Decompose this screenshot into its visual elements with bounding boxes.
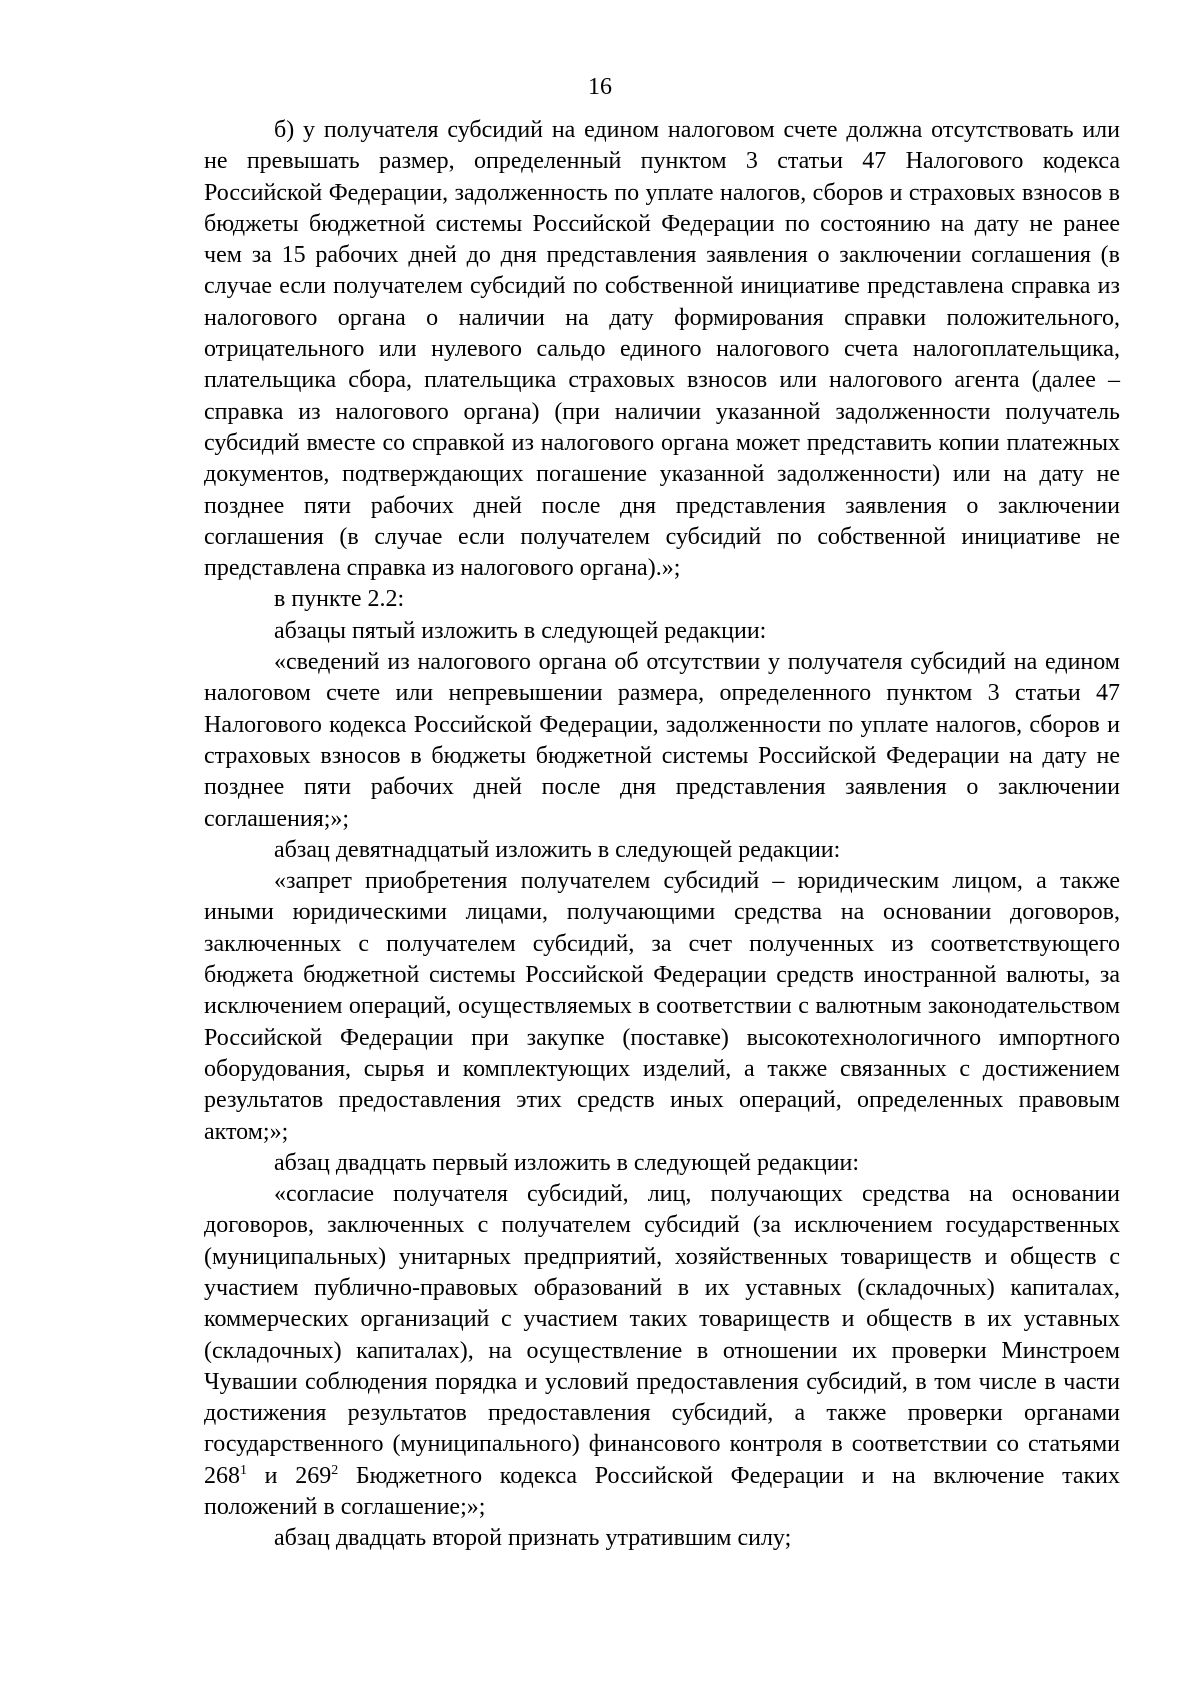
paragraph-consent xyxy=(204,1179,1120,1523)
paragraph-currency-ban: «запрет приобретения получателем субсидий – юридическим лицом, а также иными юридическими лицами, получающими средства на основании договоров, заключенных с получателем субсидий, за счет полученных из соответствующего бюджета бюджетной системы Российской Федерации средств иностранной валюты, за исключением операций, осуществляемых в соответствии с валютным законодательством Российской Федерации при закупке (поставке) высокотехнологичного импортного оборудования, сырья и комплектующих изделий, а также связанных с достижением результатов предоставления этих средств иных операций, определенных правовым актом;»; xyxy=(204,868,1120,1145)
paragraph-nineteenth-intro: абзац девятнадцатый изложить в следующей редакции: xyxy=(274,836,841,863)
paragraph-twenty-second-void: абзац двадцать второй признать утратившим силу; xyxy=(274,1525,792,1552)
page-number: 16 xyxy=(588,74,612,100)
consent-text-start: «согласие получателя субсидий, лиц, получающих средства на основании договоров, заключенных с получателем субсидий (за исключением государственных (муниципальных) унитарных предприятий, хозяйственных товариществ и обществ с участием публично-правовых образований в их уставных (складочных) капиталах, коммерческих организаций с участием таких товариществ и обществ в их уставных (складочных) капиталах), на осуществление в отношении их проверки Минстроем Чувашии соблюдения порядка и условий предоставления субсидий, в том числе в части достижения результатов предоставления субсидий, а также проверки органами государственного (муниципального) финансового контроля в соответствии со статьями 268 xyxy=(204,1181,1120,1489)
paragraph-twenty-first-intro: абзац двадцать первый изложить в следующей редакции: xyxy=(274,1149,860,1176)
consent-text-end: Бюджетного кодекса Российской Федерации и на включение таких положений в соглашение;»; xyxy=(204,1462,1121,1521)
consent-text-middle: и 269 xyxy=(247,1462,332,1489)
paragraph-fifth-intro: абзацы пятый изложить в следующей редакции: xyxy=(274,617,767,644)
paragraph-subsidy-debt: б) у получателя субсидий на едином налоговом счете должна отсутствовать или не превышать размер, определенный пунктом 3 статьи 47 Налогового кодекса Российской Федерации, задолженность по уплате налогов, сборов и страховых взносов в бюджеты бюджетной системы Российской Федерации по состоянию на дату не ранее чем за 15 рабочих дней до дня представления заявления о заключении соглашения (в случае если получателем субсидий по собственной инициативе представлена справка из налогового органа о наличии на дату формирования справки положительного, отрицательного или нулевого сальдо единого налогового счета налогоплательщика, плательщика сбора, плательщика страховых взносов или налогового агента (далее – справка из налогового органа) (при наличии указанной задолженности получатель субсидий вместе со справкой из налогового органа может представить копии платежных документов, подтверждающих погашение указанной задолженности) или на дату не позднее пяти рабочих дней после дня представления заявления о заключении соглашения (в случае если получателем субсидий по собственной инициативе не представлена справка из налогового органа).»; xyxy=(204,117,1120,582)
article-268-superscript: 1 xyxy=(240,1462,247,1478)
article-269-superscript: 2 xyxy=(331,1462,339,1478)
paragraph-tax-info: «сведений из налогового органа об отсутствии у получателя субсидий на едином налоговом счете или непревышении размера, определенного пунктом 3 статьи 47 Налогового кодекса Российской Федерации, задолженности по уплате налогов, сборов и страховых взносов в бюджеты бюджетной системы Российской Федерации на дату не позднее пяти рабочих дней после дня представления заявления о заключении соглашения;»; xyxy=(204,649,1120,832)
paragraph-point-2-2: в пункте 2.2: xyxy=(274,586,405,613)
document-body xyxy=(204,115,1120,1555)
